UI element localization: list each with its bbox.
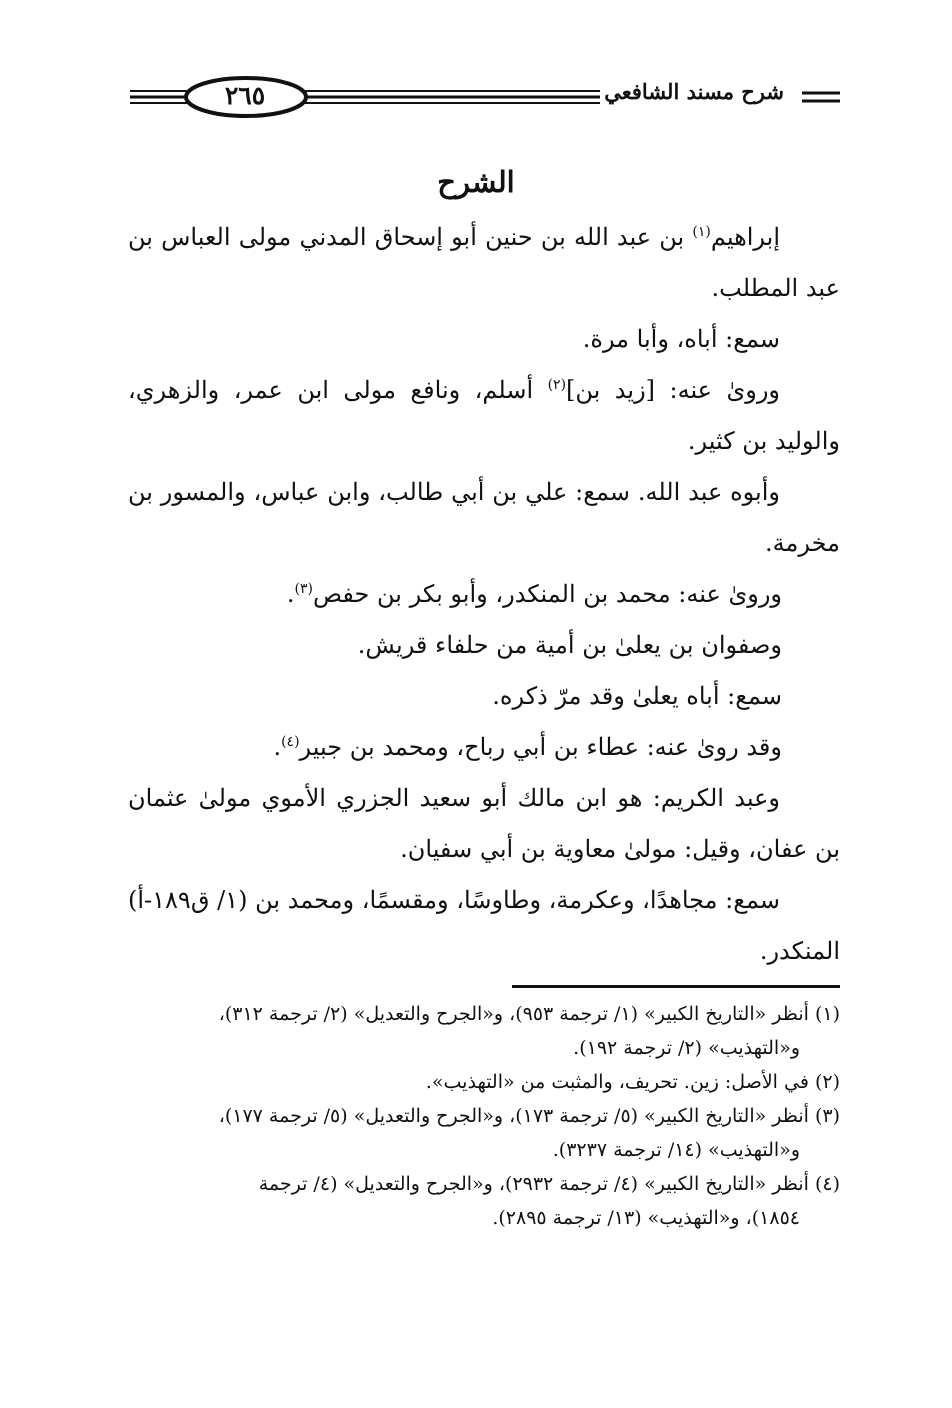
footnote-ref-1[interactable]: (١) [692,224,711,240]
footnotes [128,997,840,1235]
footnote-ref-2[interactable]: (٢) [547,377,567,393]
paragraph-heard: سمع: أباه، وأبا مرة. [582,325,780,353]
footnote-ref-4[interactable]: (٤) [281,734,300,750]
footnote-divider [512,985,840,988]
paragraph-narrated: وروىٰ عنه: [زيد بن]$^{(٢)}$ أسلم، ونافع مولى ابن عمر، والزهري، والوليد بن كثير. [128,376,840,455]
paragraph-safwan-narrated: وقد روىٰ عنه: عطاء بن أبي رباح، ومحمد بن جبير$^{(٤)}$. [273,733,782,761]
paragraph-abd-al-karim: وعبد الكريم: هو ابن مالك أبو سعيد الجزري الأموي مولىٰ عثمان بن عفان، وقيل: مولىٰ معاوية بن أبي سفيان. [128,784,840,863]
footnote-3: (٣) أنظر «التاريخ الكبير» (٥/ ترجمة ١٧٣)، و«الجرح والتعديل» (٥/ ترجمة ١٧٧)، [218,1105,840,1127]
footnote-4: (٤) أنظر «التاريخ الكبير» (٤/ ترجمة ٢٩٣٢)، و«الجرح والتعديل» (٤/ ترجمة [258,1173,840,1195]
paragraph-abd-al-karim-heard: سمع: مجاهدًا، وعكرمة، وطاوسًا، ومقسمًا، ومحمد بن (١/ ق١٨٩-أ) المنكدر. [128,886,840,965]
footnote-2: (٢) في الأصل: زين. تحريف، والمثبت من «التهذيب». [425,1071,840,1093]
body-text [128,212,840,977]
paragraph-safwan: وصفوان بن يعلىٰ بن أمية من حلفاء قريش. [357,631,782,659]
page-header [130,72,840,122]
running-title: شرح مسند الشافعي [600,79,788,105]
paragraph-father: وأبوه عبد الله. سمع: علي بن أبي طالب، وابن عباس، والمسور بن مخرمة. [128,478,840,557]
footnote-1-continued: و«التهذيب» (٢/ ترجمة ١٩٢). [573,1037,800,1059]
footnote-3-continued: و«التهذيب» (١٤/ ترجمة ٣٢٣٧). [552,1139,800,1161]
page-number: ٢٦٥ [224,81,266,110]
paragraph-father-narrated: وروىٰ عنه: محمد بن المنكدر، وأبو بكر بن حفص$^{(٣)}$. [286,580,782,608]
footnote-4-continued: ١٨٥٤)، و«التهذيب» (١٣/ ترجمة ٢٨٩٥). [492,1207,800,1229]
footnote-1: (١) أنظر «التاريخ الكبير» (١/ ترجمة ٩٥٣)، و«الجرح والتعديل» (٢/ ترجمة ٣١٢)، [218,1003,840,1025]
paragraph-safwan-heard: سمع: أباه يعلىٰ وقد مرّ ذكره. [492,682,782,710]
paragraph-ibrahim: إبراهيم$^{(١)}$ بن عبد الله بن حنين أبو إسحاق المدني مولى العباس بن عبد المطلب. [128,223,840,302]
section-title: الشرح [437,165,515,199]
footnote-ref-3[interactable]: (٣) [294,581,313,597]
